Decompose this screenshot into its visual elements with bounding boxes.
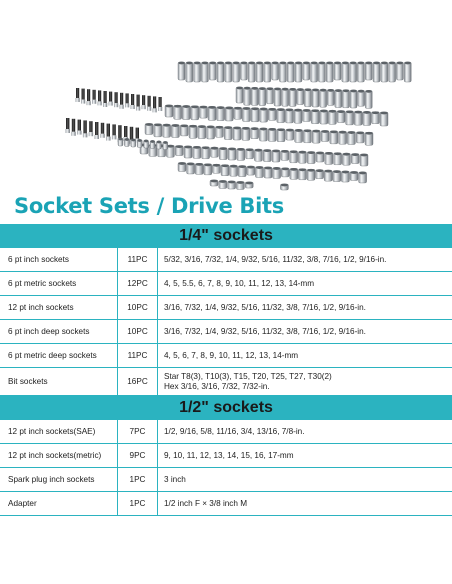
bit-shape	[125, 93, 129, 107]
socket-shape	[178, 162, 186, 171]
socket-shape	[204, 163, 212, 174]
item-name: 12 pt inch sockets	[0, 296, 118, 319]
bit-shape	[106, 124, 110, 141]
socket-shape	[228, 181, 236, 189]
socket-shape	[346, 110, 354, 124]
item-sizes	[158, 296, 452, 319]
bit-shape	[76, 88, 80, 102]
socket-shape	[347, 131, 355, 144]
socket-shape	[273, 167, 281, 178]
item-sizes	[158, 368, 452, 395]
socket-shape	[219, 147, 227, 159]
socket-shape	[246, 148, 254, 158]
socket-shape	[174, 105, 182, 119]
socket-shape	[337, 110, 345, 122]
socket-shape	[199, 106, 207, 118]
bit-shape	[77, 120, 81, 135]
socket-shape	[333, 170, 341, 181]
socket-shape	[342, 62, 349, 82]
table-row	[0, 420, 452, 444]
socket-shape	[256, 62, 263, 82]
socket-shape	[266, 87, 273, 103]
socket-shape	[290, 168, 298, 179]
socket-shape	[307, 151, 315, 163]
socket-shape	[312, 89, 319, 107]
sizes-line: Star T8(3), T10(3), T15, T20, T25, T27, T30(2)	[164, 371, 332, 381]
socket-shape	[297, 88, 304, 104]
socket-shape	[175, 145, 183, 155]
item-sizes	[158, 320, 452, 343]
item-name: Bit sockets	[0, 368, 118, 395]
socket-shape	[193, 146, 201, 158]
item-quantity: 16PC	[118, 368, 158, 395]
socket-shape	[242, 107, 250, 121]
socket-shape	[350, 171, 358, 180]
bit-shape	[92, 90, 96, 104]
socket-shape	[272, 150, 280, 162]
socket-shape	[245, 182, 253, 188]
socket-shape	[268, 128, 276, 141]
bit-shape	[142, 95, 146, 109]
item-name: 6 pt metric deep sockets	[0, 344, 118, 367]
socket-shape	[298, 151, 306, 163]
socket-shape	[163, 124, 171, 137]
socket-shape	[242, 127, 250, 140]
socket-shape	[224, 126, 232, 139]
socket-shape	[230, 165, 238, 176]
bit-shape	[153, 96, 157, 112]
socket-shape	[281, 168, 289, 177]
socket-shape	[307, 169, 315, 180]
socket-shape	[268, 108, 276, 120]
socket-shape	[303, 129, 311, 142]
item-name: 12 pt inch sockets(metric)	[0, 444, 118, 467]
item-name: 6 pt metric sockets	[0, 272, 118, 295]
socket-shape	[295, 62, 302, 82]
socket-shape	[356, 132, 364, 143]
socket-shape	[228, 148, 236, 160]
socket-shape	[328, 110, 336, 124]
socket-shape	[321, 130, 329, 141]
sizes-line: 3/16, 7/32, 1/4, 9/32, 5/16, 11/32, 3/8, 7/16, 1/2, 9/16-in.	[164, 326, 366, 336]
socket-shape	[195, 163, 203, 174]
item-name: 12 pt inch sockets(SAE)	[0, 420, 118, 443]
socket-shape	[341, 171, 349, 182]
socket-shape	[202, 146, 210, 158]
item-sizes	[158, 248, 452, 271]
socket-shape	[342, 153, 350, 165]
socket-shape	[381, 62, 388, 82]
socket-shape	[194, 62, 201, 82]
socket-shape	[303, 62, 310, 80]
table-row	[0, 296, 452, 320]
bit-shape	[158, 97, 162, 111]
socket-shape	[189, 125, 197, 138]
bit-shape	[103, 91, 107, 107]
item-sizes	[158, 444, 452, 467]
item-name: 6 pt inch sockets	[0, 248, 118, 271]
socket-shape	[365, 62, 372, 80]
socket-shape	[326, 62, 333, 82]
socket-shape	[280, 184, 288, 190]
socket-shape	[184, 146, 192, 158]
item-sizes	[158, 344, 452, 367]
sizes-line: 4, 5, 6, 7, 8, 9, 10, 11, 12, 13, 14-mm	[164, 350, 299, 360]
socket-shape	[312, 130, 320, 143]
socket-shape	[225, 107, 233, 121]
socket-shape	[217, 62, 224, 82]
socket-shape	[389, 62, 396, 82]
socket-shape	[255, 166, 263, 177]
spec-table	[0, 224, 452, 516]
socket-shape	[251, 127, 259, 138]
sizes-line: 1/2, 9/16, 5/8, 11/16, 3/4, 13/16, 7/8-in.	[164, 426, 305, 436]
socket-shape	[210, 180, 218, 186]
socket-shape	[350, 90, 357, 108]
socket-shape	[365, 90, 372, 108]
sizes-line: 3/16, 7/32, 1/4, 9/32, 5/16, 11/32, 3/8, 7/16, 1/2, 9/16-in.	[164, 302, 366, 312]
socket-shape	[304, 88, 311, 106]
socket-shape	[251, 107, 259, 121]
item-quantity: 1PC	[118, 492, 158, 515]
bit-shape	[95, 122, 99, 139]
socket-shape	[201, 62, 208, 82]
socket-shape	[240, 62, 247, 80]
table-row	[0, 344, 452, 368]
bit-shape	[81, 89, 85, 104]
socket-shape	[358, 90, 365, 106]
socket-shape	[124, 138, 129, 146]
socket-shape	[298, 168, 306, 179]
socket-shape	[259, 87, 266, 105]
socket-shape	[357, 62, 364, 82]
socket-shape	[303, 109, 311, 121]
socket-shape	[180, 125, 188, 136]
socket-shape	[363, 111, 371, 125]
item-quantity: 12PC	[118, 272, 158, 295]
item-name: 6 pt inch deep sockets	[0, 320, 118, 343]
sizes-line: Hex 3/16, 3/16, 7/32, 7/32-in.	[164, 381, 270, 391]
socket-shape	[131, 139, 136, 147]
socket-shape	[334, 62, 341, 80]
section-header: 1/2" sockets	[0, 396, 452, 420]
sizes-line: 3 inch	[164, 474, 186, 484]
table-row	[0, 320, 452, 344]
socket-shape	[233, 62, 240, 82]
socket-shape	[210, 147, 218, 157]
socket-shape	[330, 130, 338, 143]
socket-shape	[282, 88, 289, 106]
socket-shape	[225, 62, 232, 82]
item-sizes	[158, 420, 452, 443]
item-sizes	[158, 492, 452, 515]
bit-shape	[114, 92, 118, 107]
socket-shape	[186, 62, 193, 82]
socket-shape	[359, 172, 367, 183]
bit-shape	[71, 119, 75, 136]
socket-shape	[373, 62, 380, 82]
sizes-line: 9, 10, 11, 12, 13, 14, 15, 16, 17-mm	[164, 450, 294, 460]
socket-shape	[259, 128, 267, 141]
socket-shape	[286, 129, 294, 140]
socket-shape	[264, 62, 271, 82]
socket-shape	[354, 111, 362, 125]
section-header: 1/4" sockets	[0, 224, 452, 248]
socket-shape	[163, 141, 168, 149]
socket-shape	[311, 109, 319, 123]
socket-shape	[277, 108, 285, 122]
socket-shape	[150, 140, 155, 148]
socket-shape	[281, 150, 289, 160]
socket-shape	[277, 128, 285, 141]
socket-shape	[260, 108, 268, 122]
item-name: Spark plug inch sockets	[0, 468, 118, 491]
socket-shape	[285, 109, 293, 123]
socket-shape	[263, 149, 271, 161]
bit-shape	[131, 94, 135, 109]
socket-shape	[360, 154, 368, 166]
socket-shape	[156, 141, 161, 149]
socket-shape	[221, 164, 229, 175]
bit-shape	[109, 92, 113, 106]
socket-shape	[145, 123, 153, 134]
socket-shape	[350, 62, 357, 82]
sizes-line: 5/32, 3/16, 7/32, 1/4, 9/32, 5/16, 11/32, 3/8, 7/16, 1/2, 9/16-in.	[164, 254, 387, 264]
table-row	[0, 468, 452, 492]
socket-shape	[327, 89, 334, 105]
table-row	[0, 368, 452, 396]
socket-shape	[247, 166, 255, 175]
socket-shape	[244, 87, 251, 105]
socket-shape	[320, 89, 327, 107]
socket-shape	[287, 62, 294, 82]
socket-shape	[279, 62, 286, 82]
socket-shape	[191, 105, 199, 119]
socket-shape	[272, 62, 279, 80]
bit-shape	[147, 96, 151, 111]
socket-shape	[208, 106, 216, 120]
socket-shape	[209, 62, 216, 80]
socket-shape	[165, 105, 173, 117]
socket-shape	[320, 110, 328, 124]
socket-shape	[234, 107, 242, 119]
page-title: Socket Sets / Drive Bits	[14, 194, 284, 218]
socket-shape	[294, 109, 302, 123]
bit-shape	[98, 90, 102, 105]
socket-shape	[187, 163, 195, 174]
sizes-line: 1/2 inch F × 3/8 inch M	[164, 498, 248, 508]
bit-shape	[120, 93, 124, 109]
table-row	[0, 248, 452, 272]
socket-shape	[251, 87, 258, 105]
item-sizes	[158, 272, 452, 295]
socket-shape	[342, 89, 349, 107]
socket-shape	[144, 140, 149, 148]
socket-shape	[334, 152, 342, 164]
bit-shape	[112, 124, 116, 139]
socket-shape	[217, 106, 225, 120]
item-quantity: 10PC	[118, 296, 158, 319]
socket-shape	[236, 181, 244, 189]
socket-shape	[311, 62, 318, 82]
socket-shape	[198, 125, 206, 138]
socket-shape	[290, 150, 298, 162]
socket-shape	[118, 138, 123, 146]
socket-shape	[137, 139, 142, 147]
socket-shape	[371, 111, 379, 123]
socket-shape	[264, 167, 272, 178]
item-quantity: 1PC	[118, 468, 158, 491]
socket-shape	[325, 152, 333, 164]
socket-shape	[289, 88, 296, 106]
socket-shape	[171, 124, 179, 137]
table-row	[0, 492, 452, 516]
socket-shape	[207, 126, 215, 139]
table-row	[0, 272, 452, 296]
bit-shape	[66, 118, 70, 133]
item-quantity: 9PC	[118, 444, 158, 467]
bit-shape	[89, 121, 93, 136]
socket-shape	[380, 112, 388, 126]
socket-shape	[274, 88, 281, 106]
socket-shape	[295, 129, 303, 142]
socket-shape	[182, 105, 190, 119]
socket-shape	[238, 165, 246, 176]
bit-shape	[83, 120, 87, 137]
bit-shape	[136, 95, 140, 111]
socket-shape	[404, 62, 411, 82]
socket-shape	[219, 180, 227, 188]
socket-shape	[248, 62, 255, 82]
item-name: Adapter	[0, 492, 118, 515]
socket-shape	[316, 152, 324, 162]
item-sizes	[158, 468, 452, 491]
socket-shape	[233, 127, 241, 140]
socket-shape	[339, 131, 347, 144]
socket-shape	[212, 164, 220, 173]
item-quantity: 11PC	[118, 248, 158, 271]
bit-shape	[100, 123, 104, 138]
socket-shape	[365, 132, 373, 145]
item-quantity: 7PC	[118, 420, 158, 443]
item-quantity: 11PC	[118, 344, 158, 367]
sizes-line: 4, 5, 5.5, 6, 7, 8, 9, 10, 11, 12, 13, 14-mm	[164, 278, 315, 288]
socket-shape	[215, 126, 223, 137]
socket-shape	[351, 153, 359, 163]
socket-shape	[154, 123, 162, 136]
socket-shape	[318, 62, 325, 82]
socket-shape	[254, 149, 262, 161]
item-quantity: 10PC	[118, 320, 158, 343]
bit-shape	[87, 89, 91, 105]
socket-shape	[316, 169, 324, 178]
socket-shape	[335, 89, 342, 107]
socket-shape	[178, 62, 185, 80]
socket-shape	[236, 87, 243, 103]
socket-shape	[324, 170, 332, 181]
socket-set-product-photo	[0, 0, 452, 192]
table-row	[0, 444, 452, 468]
socket-shape	[237, 148, 245, 160]
socket-shape	[396, 62, 403, 80]
